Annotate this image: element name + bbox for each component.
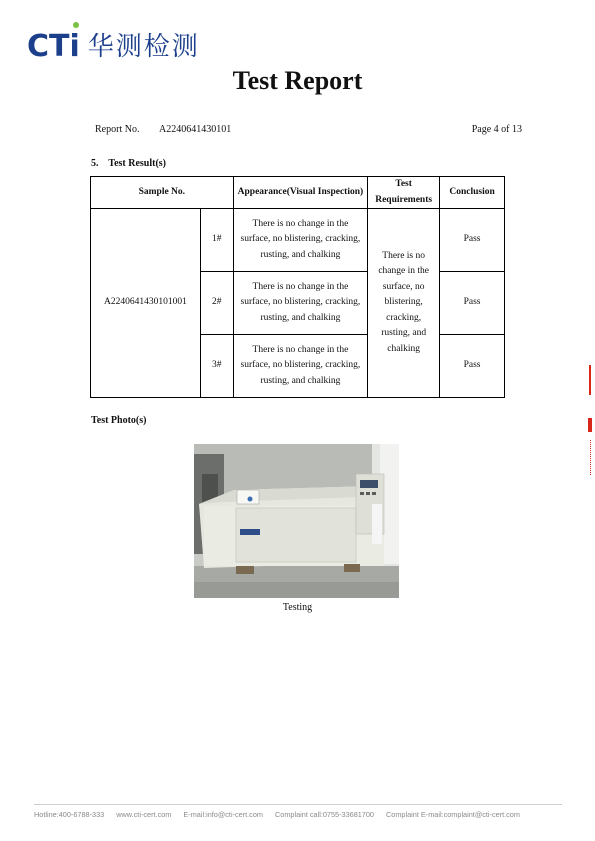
footer-complaint-call: Complaint call:0755-33681700 bbox=[275, 810, 374, 819]
stamp-fragment bbox=[588, 418, 595, 432]
appearance-cell: There is no change in the surface, no blistering, cracking, rusting, and chalking bbox=[233, 209, 368, 272]
sample-index-cell: 1# bbox=[200, 209, 233, 272]
results-table bbox=[90, 176, 505, 398]
conclusion-cell: Pass bbox=[440, 209, 505, 272]
table-row bbox=[91, 209, 505, 272]
logo-dot-icon bbox=[73, 22, 79, 28]
conclusion-cell: Pass bbox=[440, 272, 505, 335]
appearance-cell: There is no change in the surface, no blistering, cracking, rusting, and chalking bbox=[233, 272, 368, 335]
report-number: A2240641430101 bbox=[159, 124, 232, 135]
footer-hotline: Hotline:400-6788-333 bbox=[34, 810, 105, 819]
logo-chinese-name: 华测检测 bbox=[87, 32, 200, 62]
footer-email[interactable]: E-mail:info@cti-cert.com bbox=[183, 810, 263, 819]
report-number-label: Report No. bbox=[95, 124, 140, 135]
footer-website[interactable]: www.cti-cert.com bbox=[116, 810, 172, 819]
conclusion-cell: Pass bbox=[440, 335, 505, 398]
logo-wordmark: CTi bbox=[27, 29, 80, 64]
test-photos-label: Test Photo(s) bbox=[91, 415, 147, 426]
company-logo bbox=[27, 26, 200, 62]
test-photo bbox=[194, 444, 399, 598]
appearance-cell: There is no change in the surface, no blistering, cracking, rusting, and chalking bbox=[233, 335, 368, 398]
stamp-fragment bbox=[589, 365, 595, 395]
table-header-row bbox=[91, 177, 505, 209]
sample-index-cell: 2# bbox=[200, 272, 233, 335]
header-appearance: Appearance(Visual Inspection) bbox=[233, 177, 368, 209]
section-title: 5. Test Result(s) bbox=[91, 158, 167, 169]
sample-id-cell: A2240641430101001 bbox=[91, 209, 201, 398]
page-number: Page 4 of 13 bbox=[471, 124, 522, 135]
header-requirements: Test Requirements bbox=[368, 177, 440, 209]
footer-complaint-email[interactable]: Complaint E-mail:complaint@cti-cert.com bbox=[386, 810, 520, 819]
photo-caption: Testing bbox=[282, 602, 313, 613]
page-title: Test Report bbox=[232, 66, 363, 95]
footer-divider bbox=[34, 804, 562, 805]
header-sample-no: Sample No. bbox=[91, 177, 234, 209]
header-conclusion: Conclusion bbox=[440, 177, 505, 209]
sample-index-cell: 3# bbox=[200, 335, 233, 398]
footer bbox=[34, 810, 530, 819]
requirement-cell: There is no change in the surface, no blistering, cracking, rusting, and chalking bbox=[368, 209, 440, 398]
stamp-fragment bbox=[590, 440, 595, 475]
